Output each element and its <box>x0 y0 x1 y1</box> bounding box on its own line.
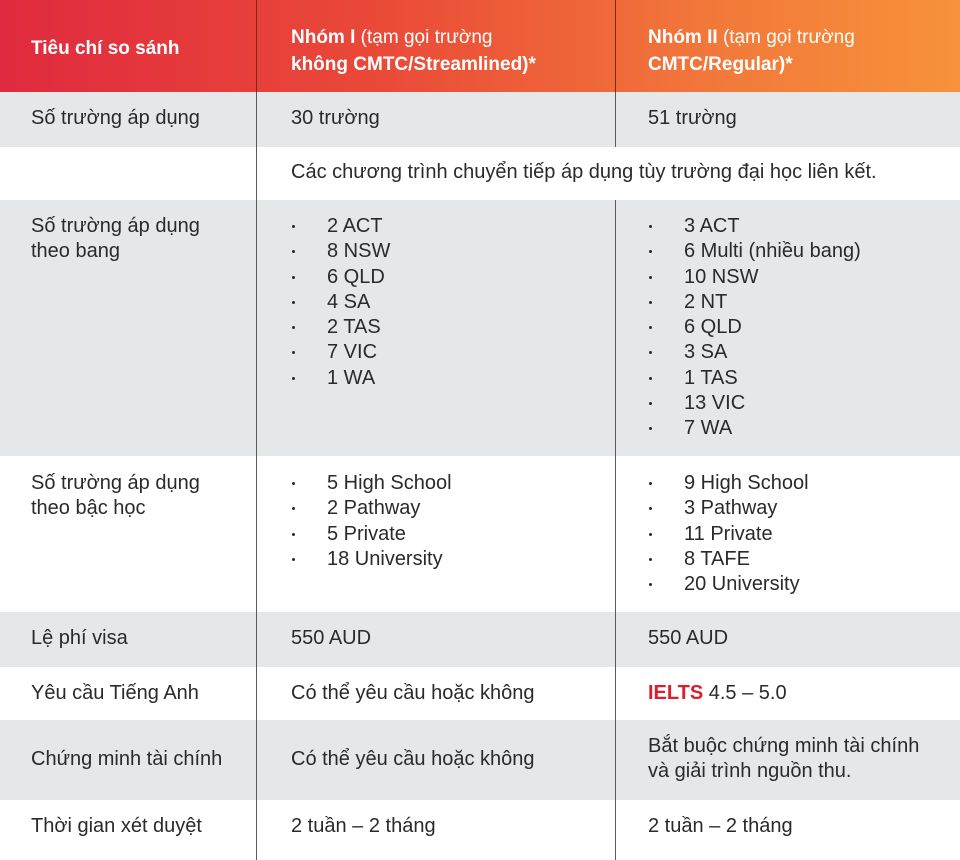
header-criteria: Tiêu chí so sánh <box>31 38 180 59</box>
list-item: 2 TAS <box>291 315 615 340</box>
cell-group-2-theo-bac-hoc <box>616 471 960 597</box>
list-item: 4 SA <box>291 290 615 315</box>
list-item: 6 Multi (nhiều bang) <box>648 239 960 264</box>
table-row <box>0 612 960 667</box>
table-row <box>0 200 960 456</box>
cell-group-2-so-truong: 51 trường <box>648 107 737 129</box>
row-label-tai-chinh: Chứng minh tài chính <box>31 748 223 770</box>
list-item: 1 WA <box>291 366 615 391</box>
group-2-note: (tạm gọi trường <box>717 27 855 48</box>
list-item: 3 ACT <box>648 214 960 239</box>
cell-group-1-tieng-anh: Có thể yêu cầu hoặc không <box>291 682 535 704</box>
cell-group-1-thoi-gian: 2 tuần – 2 tháng <box>291 815 436 837</box>
list-item: 18 University <box>291 547 615 572</box>
list-item: 2 ACT <box>291 214 615 239</box>
list-item: 6 QLD <box>648 315 960 340</box>
list-item: 1 TAS <box>648 366 960 391</box>
column-divider <box>256 612 257 667</box>
row-label-line: theo bang <box>31 240 120 262</box>
column-divider <box>256 667 257 720</box>
ielts-label: IELTS <box>648 682 704 704</box>
list-item: 2 Pathway <box>291 496 615 521</box>
row-label-so-truong: Số trường áp dụng <box>31 107 200 129</box>
column-divider <box>256 200 257 456</box>
cell-line: Bắt buộc chứng minh tài chính <box>648 735 920 757</box>
group-1-subtitle: không CMTC/Streamlined)* <box>291 54 536 75</box>
cell-group-2-tieng-anh <box>616 681 960 706</box>
row-label-line: theo bậc học <box>31 497 146 519</box>
column-divider <box>256 92 257 147</box>
column-divider <box>615 200 616 456</box>
list-item: 13 VIC <box>648 391 960 416</box>
column-divider <box>256 800 257 860</box>
column-divider <box>615 92 616 147</box>
table-row <box>0 720 960 800</box>
cell-group-1-tai-chinh: Có thể yêu cầu hoặc không <box>291 748 535 770</box>
bullet-list <box>291 214 615 391</box>
group-2-title: Nhóm II <box>648 27 718 48</box>
cell-group-2-tai-chinh <box>616 734 960 784</box>
column-divider <box>256 147 257 200</box>
column-divider <box>615 800 616 860</box>
header-group-2 <box>616 24 960 78</box>
list-item: 3 Pathway <box>648 496 960 521</box>
bullet-list <box>648 471 960 597</box>
column-divider <box>256 456 257 612</box>
cell-group-1-so-truong: 30 trường <box>291 107 380 129</box>
cell-group-2-le-phi: 550 AUD <box>648 627 729 649</box>
row-label-theo-bac-hoc <box>0 471 256 521</box>
group-1-title: Nhóm I <box>291 27 356 48</box>
row-label-line: Số trường áp dụng <box>31 472 200 494</box>
list-item: 2 NT <box>648 290 960 315</box>
cell-transfer-note: Các chương trình chuyển tiếp áp dụng tùy trường đại học liên kết. <box>291 161 877 183</box>
list-item: 6 QLD <box>291 265 615 290</box>
row-label-le-phi: Lệ phí visa <box>31 627 128 649</box>
list-item: 7 WA <box>648 416 960 441</box>
list-item: 8 TAFE <box>648 547 960 572</box>
list-item: 8 NSW <box>291 239 615 264</box>
list-item: 20 University <box>648 572 960 597</box>
list-item: 10 NSW <box>648 265 960 290</box>
list-item: 9 High School <box>648 471 960 496</box>
list-item: 5 Private <box>291 522 615 547</box>
ielts-score: 4.5 – 5.0 <box>703 682 787 704</box>
group-1-note: (tạm gọi trường <box>355 27 493 48</box>
cell-line: và giải trình nguồn thu. <box>648 760 852 782</box>
cell-group-2-theo-bang <box>616 214 960 442</box>
list-item: 11 Private <box>648 522 960 547</box>
list-item: 3 SA <box>648 340 960 365</box>
list-item: 5 High School <box>291 471 615 496</box>
column-divider <box>256 0 257 92</box>
cell-group-2-thoi-gian: 2 tuần – 2 tháng <box>648 815 793 837</box>
table-row <box>0 92 960 147</box>
bullet-list <box>291 471 615 572</box>
group-2-subtitle: CMTC/Regular)* <box>648 54 793 75</box>
cell-group-1-le-phi: 550 AUD <box>291 627 372 649</box>
column-divider <box>615 720 616 800</box>
row-label-thoi-gian: Thời gian xét duyệt <box>31 815 202 837</box>
table-row <box>0 667 960 720</box>
cell-group-1-theo-bang <box>257 214 615 391</box>
table-header <box>0 0 960 92</box>
row-label-tieng-anh: Yêu cầu Tiếng Anh <box>31 682 199 704</box>
row-label-line: Số trường áp dụng <box>31 215 200 237</box>
bullet-list <box>648 214 960 442</box>
column-divider <box>615 0 616 92</box>
table-row <box>0 456 960 612</box>
table-row <box>0 147 960 200</box>
column-divider <box>615 456 616 612</box>
header-group-1 <box>257 24 615 78</box>
cell-group-1-theo-bac-hoc <box>257 471 615 572</box>
column-divider <box>256 720 257 800</box>
row-label-theo-bang <box>0 214 256 264</box>
list-item: 7 VIC <box>291 340 615 365</box>
table-row <box>0 800 960 860</box>
column-divider <box>615 667 616 720</box>
column-divider <box>615 612 616 667</box>
